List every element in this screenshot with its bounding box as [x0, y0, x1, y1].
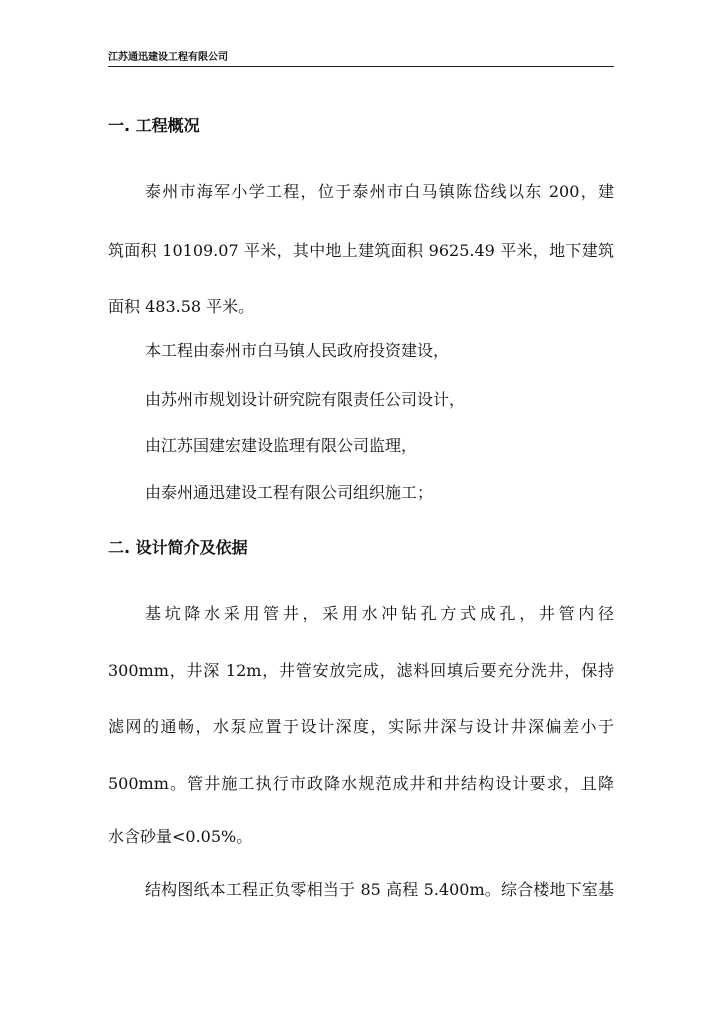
paragraph-line: 滤网的通畅，水泵应置于设计深度，实际井深与设计井深偏差小于	[108, 717, 614, 736]
paragraph-line: 结构图纸本工程正负零相当于 85 高程 5.400m。综合楼地下室基	[145, 880, 614, 899]
paragraph-line: 500mm。管井施工执行市政降水规范成井和井结构设计要求，且降	[108, 774, 614, 793]
paragraph-line: 水含砂量<0.05%。	[108, 827, 253, 846]
section-heading-design: 二. 设计简介及依据	[108, 538, 248, 557]
paragraph-line: 面积 483.58 平米。	[108, 297, 255, 316]
paragraph-line: 由江苏国建宏建设监理有限公司监理，	[145, 436, 418, 455]
paragraph-line: 筑面积 10109.07 平米，其中地上建筑面积 9625.49 平米，地下建筑	[108, 241, 614, 260]
company-name: 江苏通迅建设工程有限公司	[108, 52, 228, 63]
paragraph-line: 本工程由泰州市白马镇人民政府投资建设，	[145, 341, 450, 360]
paragraph-line: 由泰州通迅建设工程有限公司组织施工；	[145, 483, 434, 502]
paragraph-line: 基坑降水采用管井，采用水冲钻孔方式成孔，井管内径	[145, 604, 614, 623]
paragraph-line: 由苏州市规划设计研究院有限责任公司设计，	[145, 390, 466, 409]
section-heading-overview: 一. 工程概况	[108, 116, 200, 135]
paragraph-line: 300mm，井深 12m，井管安放完成，滤料回填后要充分洗井，保持	[108, 661, 614, 680]
paragraph-line: 泰州市海军小学工程，位于泰州市白马镇陈岱线以东 200，建	[145, 182, 614, 201]
page-header	[108, 52, 614, 67]
